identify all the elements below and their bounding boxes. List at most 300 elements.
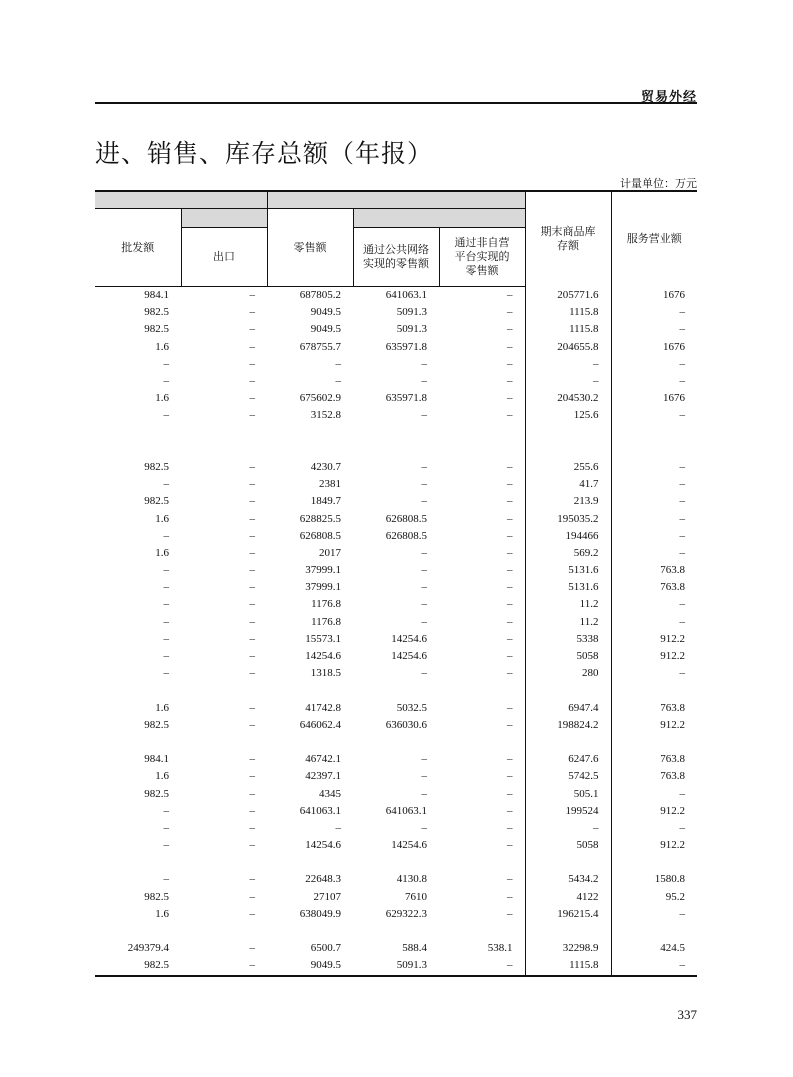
table-cell <box>181 923 267 940</box>
table-cell: – <box>249 375 255 388</box>
table-cell: – <box>249 650 255 663</box>
table-cell: – <box>249 615 255 628</box>
unit-note: 计量单位：万元 <box>620 177 697 190</box>
table-row <box>95 425 697 442</box>
table-cell: 5131.6 <box>525 562 611 579</box>
table-cell: 982.5 <box>144 495 169 508</box>
table-cell: – <box>507 357 513 370</box>
table-cell: 1580.8 <box>611 871 697 888</box>
table-cell: 37999.1 <box>305 581 341 594</box>
table-cell: – <box>249 598 255 611</box>
table-cell: – <box>249 512 255 525</box>
table-cell: 14254.6 <box>391 650 427 663</box>
table-row <box>95 751 697 768</box>
table-cell: – <box>421 478 427 491</box>
table-cell: – <box>525 373 611 390</box>
table-cell: – <box>611 476 697 493</box>
col-header-export: 出口 <box>181 228 267 287</box>
table-cell: – <box>525 820 611 837</box>
table-cell <box>181 854 267 871</box>
table-cell: – <box>249 581 255 594</box>
table-cell <box>525 854 611 871</box>
table-cell <box>611 923 697 940</box>
table-cell: – <box>249 787 255 800</box>
table-cell: 5742.5 <box>525 768 611 785</box>
table-cell: 199524 <box>525 803 611 820</box>
table-cell: 763.8 <box>611 562 697 579</box>
table-cell: 763.8 <box>611 751 697 768</box>
table-cell: 626808.5 <box>385 512 427 525</box>
table-cell: 280 <box>525 665 611 682</box>
table-cell: 204655.8 <box>525 339 611 356</box>
table-cell: 1318.5 <box>310 667 341 680</box>
table-cell: – <box>421 770 427 783</box>
table-cell: 255.6 <box>525 459 611 476</box>
table-cell: – <box>611 545 697 562</box>
table-row <box>95 579 697 596</box>
table-cell: – <box>421 357 427 370</box>
table-cell <box>439 442 525 459</box>
table-cell: – <box>335 375 341 388</box>
table-cell: 569.2 <box>525 545 611 562</box>
table-cell: – <box>421 787 427 800</box>
table-cell: 1676 <box>611 339 697 356</box>
table-cell: 196215.4 <box>525 906 611 923</box>
table-cell <box>95 734 181 751</box>
col-header-wholesale: 批发额 <box>95 209 181 287</box>
table-cell: – <box>421 753 427 766</box>
table-cell <box>267 425 353 442</box>
table-row <box>95 510 697 527</box>
table-cell <box>353 425 439 442</box>
table-cell: – <box>163 667 169 680</box>
table-cell <box>267 734 353 751</box>
table-cell: 5091.3 <box>353 957 439 975</box>
table-cell: – <box>611 614 697 631</box>
table-row <box>95 373 697 390</box>
table-cell: – <box>507 770 513 783</box>
table-cell <box>267 442 353 459</box>
table-cell: 4122 <box>525 889 611 906</box>
table-cell: 1849.7 <box>310 495 341 508</box>
table-cell: – <box>249 357 255 370</box>
table-row <box>95 614 697 631</box>
table-cell: 687805.2 <box>299 289 341 302</box>
table-row <box>95 717 697 734</box>
table-cell: – <box>249 942 255 955</box>
table-cell: – <box>249 306 255 319</box>
table-cell <box>439 923 525 940</box>
table-row <box>95 631 697 648</box>
table-cell: 763.8 <box>611 579 697 596</box>
table-cell: 626808.5 <box>385 529 427 542</box>
table-cell: – <box>507 375 513 388</box>
col-header-service: 服务营业额 <box>611 191 697 287</box>
table-cell: 5338 <box>525 631 611 648</box>
table-cell: 27107 <box>313 890 341 903</box>
table-cell: – <box>507 615 513 628</box>
table-cell: – <box>421 409 427 422</box>
table-row <box>95 493 697 510</box>
table-row <box>95 356 697 373</box>
table-cell: 95.2 <box>611 889 697 906</box>
table-cell <box>95 923 181 940</box>
table-row <box>95 321 697 338</box>
table-row <box>95 889 697 906</box>
table-cell: 213.9 <box>525 493 611 510</box>
table-body <box>95 287 697 976</box>
table-cell: – <box>611 304 697 321</box>
table-cell: – <box>249 323 255 336</box>
table-cell: 912.2 <box>611 803 697 820</box>
table-cell: – <box>507 787 513 800</box>
table-cell: – <box>507 323 513 336</box>
table-cell: 6947.4 <box>525 700 611 717</box>
table-cell: 982.5 <box>144 460 169 473</box>
table-cell: 641063.1 <box>385 804 427 817</box>
table-cell: – <box>181 957 267 975</box>
table-cell: – <box>507 839 513 852</box>
table-cell: – <box>507 890 513 903</box>
table-cell: – <box>249 289 255 302</box>
table-cell: 635971.8 <box>385 392 427 405</box>
table-cell <box>611 442 697 459</box>
table-cell: – <box>249 460 255 473</box>
table-cell: 9049.5 <box>267 957 353 975</box>
table-cell: 912.2 <box>611 837 697 854</box>
table-row <box>95 407 697 424</box>
table-cell: – <box>507 478 513 491</box>
table-cell <box>353 734 439 751</box>
table-cell: 763.8 <box>611 768 697 785</box>
table-cell: 1115.8 <box>525 957 611 975</box>
table-cell: – <box>611 906 697 923</box>
table-cell: 205771.6 <box>525 287 611 305</box>
table-cell: – <box>611 528 697 545</box>
table-cell: – <box>507 667 513 680</box>
table-cell <box>439 854 525 871</box>
table-cell: 982.5 <box>95 957 181 975</box>
table-cell: 14254.6 <box>391 839 427 852</box>
table-cell: 11.2 <box>525 596 611 613</box>
table-cell: 11.2 <box>525 614 611 631</box>
table-cell <box>525 734 611 751</box>
page-title: 进、销售、库存总额（年报） <box>95 139 434 168</box>
table-cell: – <box>507 632 513 645</box>
table-cell: 1.6 <box>155 770 169 783</box>
table-cell: – <box>163 529 169 542</box>
table-cell: 6500.7 <box>310 942 341 955</box>
table-cell <box>267 923 353 940</box>
table-row <box>95 768 697 785</box>
table-row <box>95 682 697 699</box>
table-row <box>95 648 697 665</box>
table-cell: 912.2 <box>611 631 697 648</box>
col-header-online-nonself: 通过非自营平台实现的零售额 <box>439 228 525 287</box>
table-cell: 15573.1 <box>305 632 341 645</box>
header-group-wholesale <box>95 191 267 209</box>
table-cell: 629322.3 <box>385 907 427 920</box>
table-cell <box>525 425 611 442</box>
table-cell: – <box>507 753 513 766</box>
table-cell: – <box>439 957 525 975</box>
table-cell: 1.6 <box>155 907 169 920</box>
table-cell: – <box>421 598 427 611</box>
table-cell: 1176.8 <box>311 598 341 611</box>
table-cell: – <box>421 564 427 577</box>
table-cell: – <box>249 718 255 731</box>
table-cell: 1115.8 <box>525 304 611 321</box>
table-cell <box>267 682 353 699</box>
table-cell: – <box>507 512 513 525</box>
table-cell: – <box>163 804 169 817</box>
table-cell: 4130.8 <box>396 873 427 886</box>
data-table-container <box>95 190 697 977</box>
table-cell: 505.1 <box>525 785 611 802</box>
header-group-retail <box>267 191 525 209</box>
table-cell <box>95 854 181 871</box>
table-cell: 204530.2 <box>525 390 611 407</box>
table-row <box>95 287 697 305</box>
table-cell: – <box>335 821 341 834</box>
table-row <box>95 940 697 957</box>
table-cell: – <box>507 289 513 302</box>
table-cell: – <box>507 409 513 422</box>
table-cell: 641063.1 <box>299 804 341 817</box>
table-cell: 1.6 <box>155 701 169 714</box>
table-cell: – <box>249 495 255 508</box>
data-table <box>95 190 697 977</box>
table-cell: 125.6 <box>525 407 611 424</box>
table-cell: – <box>163 564 169 577</box>
table-cell: – <box>249 821 255 834</box>
table-cell: – <box>421 546 427 559</box>
table-cell: – <box>249 529 255 542</box>
table-cell: – <box>507 564 513 577</box>
table-row <box>95 545 697 562</box>
table-row <box>95 871 697 888</box>
table-cell: 6247.6 <box>525 751 611 768</box>
table-row <box>95 700 697 717</box>
table-cell: 5058 <box>525 837 611 854</box>
table-cell: – <box>611 493 697 510</box>
table-row <box>95 906 697 923</box>
table-cell: 646062.4 <box>299 718 341 731</box>
table-cell <box>611 425 697 442</box>
table-cell <box>181 442 267 459</box>
table-cell <box>181 425 267 442</box>
table-cell: 46742.1 <box>305 753 341 766</box>
table-cell: – <box>611 407 697 424</box>
table-cell: – <box>163 821 169 834</box>
table-cell: 5434.2 <box>525 871 611 888</box>
table-cell: – <box>507 392 513 405</box>
table-cell: 424.5 <box>611 940 697 957</box>
table-cell: – <box>611 957 697 975</box>
table-cell: 678755.7 <box>299 340 341 353</box>
table-row <box>95 528 697 545</box>
top-rule <box>95 102 697 104</box>
table-cell: – <box>507 718 513 731</box>
table-cell: 1115.8 <box>525 321 611 338</box>
table-cell: – <box>507 907 513 920</box>
table-cell: 984.1 <box>144 753 169 766</box>
table-cell: – <box>249 409 255 422</box>
table-cell: 5131.6 <box>525 579 611 596</box>
table-cell: 5091.3 <box>396 323 427 336</box>
table-cell: 32298.9 <box>525 940 611 957</box>
table-cell: – <box>163 357 169 370</box>
table-cell <box>353 682 439 699</box>
table-cell: – <box>421 375 427 388</box>
table-cell: – <box>611 373 697 390</box>
table-cell: – <box>249 873 255 886</box>
table-cell: – <box>421 495 427 508</box>
table-row <box>95 785 697 802</box>
table-cell: 638049.9 <box>299 907 341 920</box>
table-cell: – <box>507 701 513 714</box>
table-cell <box>95 682 181 699</box>
table-cell: – <box>611 665 697 682</box>
table-cell: 1.6 <box>155 512 169 525</box>
table-cell: 3152.8 <box>310 409 341 422</box>
table-cell: – <box>507 340 513 353</box>
table-cell: – <box>163 581 169 594</box>
table-cell <box>95 442 181 459</box>
table-cell: – <box>611 785 697 802</box>
header-sub-wholesale-blank <box>181 209 267 228</box>
table-cell <box>525 923 611 940</box>
table-cell: – <box>163 632 169 645</box>
table-cell: – <box>249 701 255 714</box>
table-cell: – <box>249 890 255 903</box>
table-row <box>95 476 697 493</box>
table-header <box>95 191 697 287</box>
table-cell: 636030.6 <box>385 718 427 731</box>
table-cell: 1.6 <box>155 546 169 559</box>
col-header-retail: 零售额 <box>267 209 353 287</box>
table-cell: 982.5 <box>144 323 169 336</box>
table-cell: – <box>611 321 697 338</box>
table-cell: – <box>421 821 427 834</box>
table-cell <box>353 923 439 940</box>
table-cell: – <box>611 820 697 837</box>
table-cell: 22648.3 <box>305 873 341 886</box>
page-number: 337 <box>677 1007 697 1022</box>
table-cell <box>439 682 525 699</box>
table-cell <box>525 442 611 459</box>
table-cell: 5091.3 <box>396 306 427 319</box>
table-cell: 984.1 <box>144 289 169 302</box>
table-cell: 5058 <box>525 648 611 665</box>
table-cell: 14254.6 <box>305 839 341 852</box>
table-cell: – <box>507 650 513 663</box>
table-cell: 41742.8 <box>305 701 341 714</box>
table-cell: 7610 <box>405 890 427 903</box>
table-cell: 37999.1 <box>305 564 341 577</box>
table-row <box>95 957 697 975</box>
table-row <box>95 820 697 837</box>
table-cell: 912.2 <box>611 648 697 665</box>
table-cell: 982.5 <box>144 718 169 731</box>
table-cell: – <box>163 598 169 611</box>
table-cell: 675602.9 <box>299 392 341 405</box>
table-cell: – <box>507 495 513 508</box>
table-cell: 635971.8 <box>385 340 427 353</box>
table-cell: 194466 <box>525 528 611 545</box>
table-cell: – <box>163 650 169 663</box>
table-cell: – <box>507 306 513 319</box>
table-cell: 1676 <box>611 287 697 305</box>
table-cell <box>611 734 697 751</box>
table-cell: – <box>249 839 255 852</box>
table-cell: – <box>163 375 169 388</box>
table-row <box>95 442 697 459</box>
table-cell <box>353 442 439 459</box>
table-row <box>95 734 697 751</box>
table-cell: – <box>507 546 513 559</box>
table-cell <box>439 734 525 751</box>
section-label: 贸易外经 <box>640 90 697 105</box>
table-cell: – <box>421 615 427 628</box>
table-cell: – <box>507 460 513 473</box>
table-cell: – <box>249 753 255 766</box>
table-row <box>95 596 697 613</box>
table-cell: – <box>421 581 427 594</box>
table-cell: 249379.4 <box>127 942 169 955</box>
table-cell: – <box>163 409 169 422</box>
table-cell: – <box>163 478 169 491</box>
table-cell: 14254.6 <box>391 632 427 645</box>
table-cell: 1.6 <box>155 392 169 405</box>
table-cell: – <box>507 581 513 594</box>
table-cell: – <box>163 839 169 852</box>
table-cell: – <box>163 615 169 628</box>
table-cell: – <box>525 356 611 373</box>
table-cell: – <box>249 632 255 645</box>
table-cell <box>353 854 439 871</box>
table-cell: – <box>335 357 341 370</box>
table-cell <box>611 682 697 699</box>
table-cell: 1676 <box>611 390 697 407</box>
table-cell: – <box>507 529 513 542</box>
table-cell: – <box>611 510 697 527</box>
table-cell: 588.4 <box>402 942 427 955</box>
table-row <box>95 459 697 476</box>
table-cell: 982.5 <box>144 787 169 800</box>
col-header-inventory: 期末商品库存额 <box>525 191 611 287</box>
table-cell: – <box>611 459 697 476</box>
table-cell: 4230.7 <box>310 460 341 473</box>
table-cell: 2017 <box>319 546 341 559</box>
table-cell: 982.5 <box>144 890 169 903</box>
header-sub-retail-blank <box>353 209 525 228</box>
table-cell: – <box>421 460 427 473</box>
table-cell: 9049.5 <box>310 323 341 336</box>
table-cell: 1176.8 <box>311 615 341 628</box>
table-cell: – <box>249 478 255 491</box>
table-cell: – <box>611 596 697 613</box>
table-cell: 4345 <box>319 787 341 800</box>
table-row <box>95 854 697 871</box>
table-cell: – <box>249 804 255 817</box>
table-cell <box>525 682 611 699</box>
table-row <box>95 390 697 407</box>
table-cell: 9049.5 <box>310 306 341 319</box>
table-cell: 2381 <box>319 478 341 491</box>
table-cell: – <box>163 873 169 886</box>
table-cell: 195035.2 <box>525 510 611 527</box>
